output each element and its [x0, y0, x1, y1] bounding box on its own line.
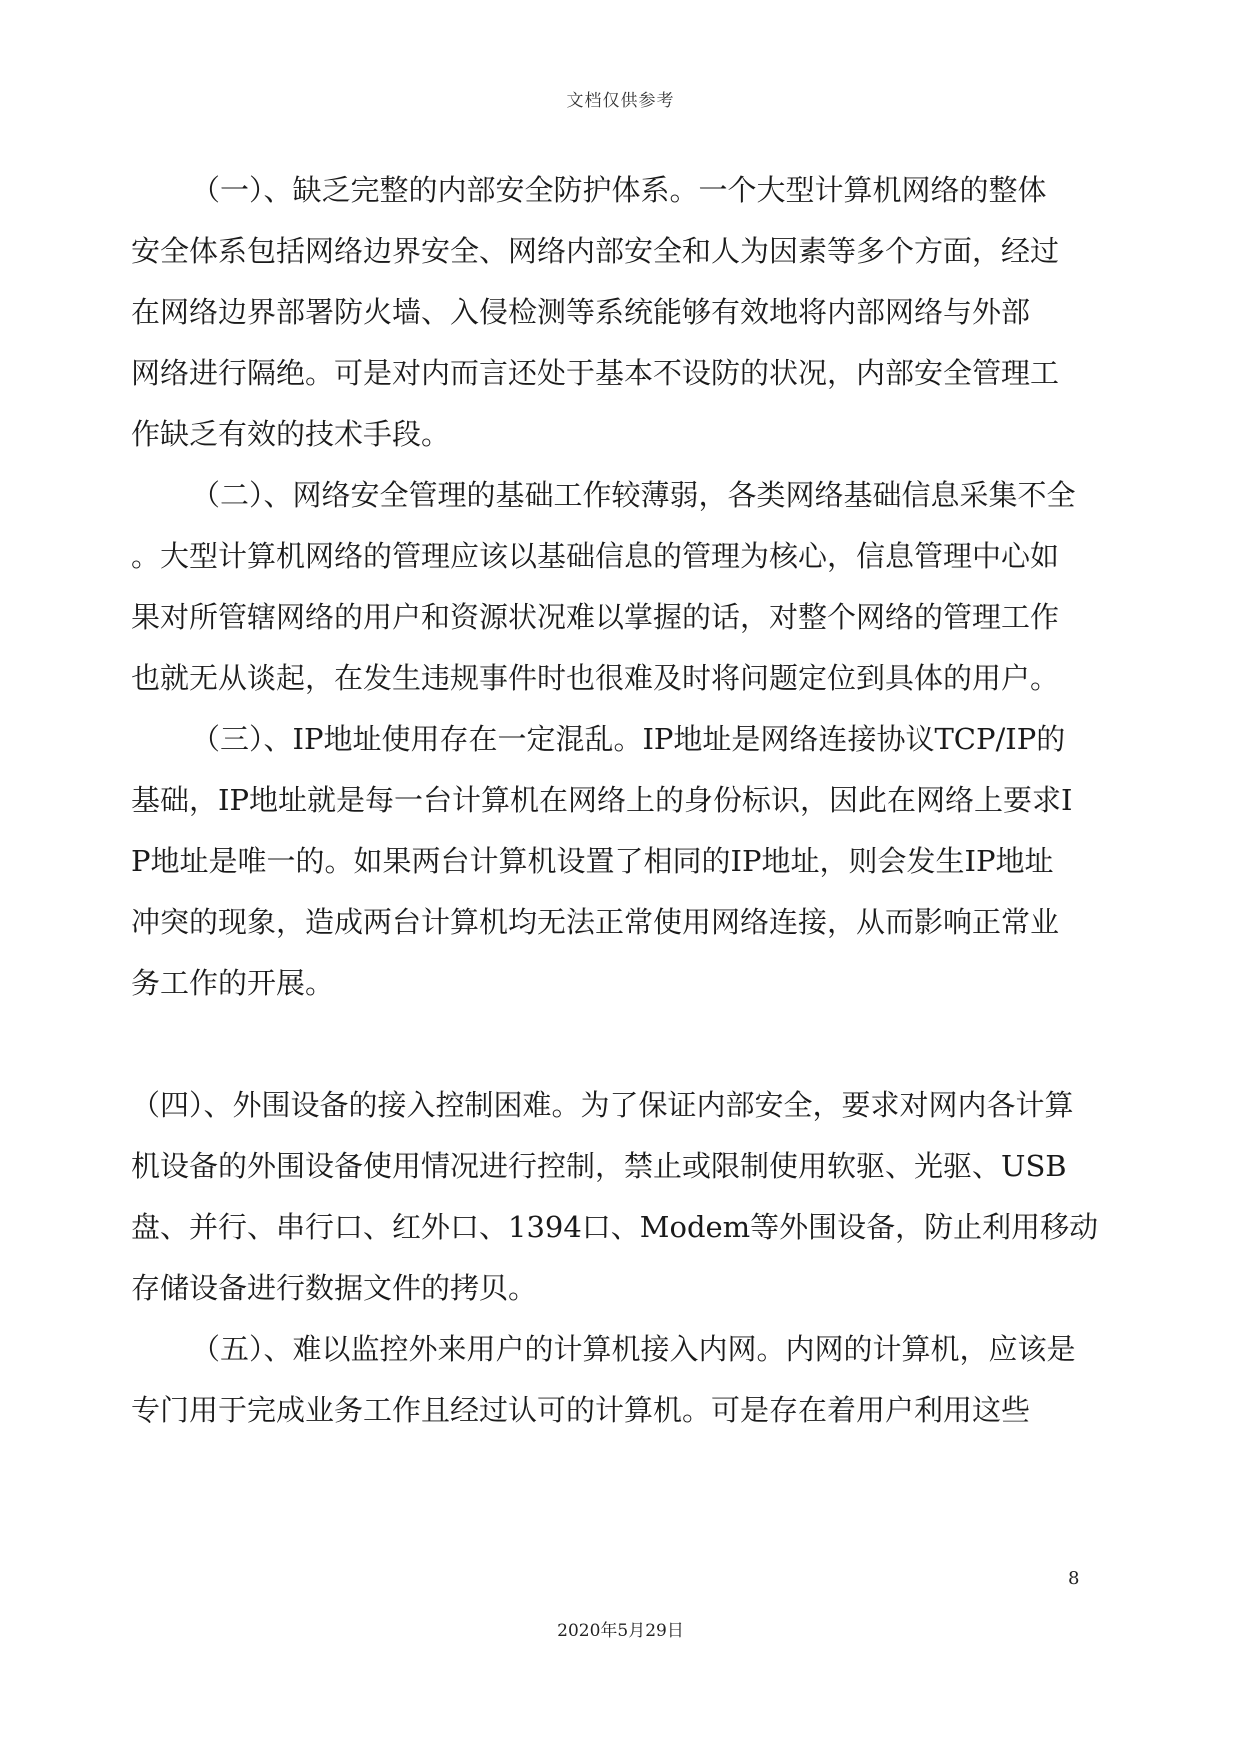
paragraph-5	[131, 1319, 1091, 1441]
text-line: （四）、外围设备的接入控制困难。为了保证内部安全，要求对网内各计算	[131, 1088, 1074, 1122]
text-line: 网络进行隔绝。可是对内而言还处于基本不设防的状况，内部安全管理工	[131, 356, 1060, 390]
paragraph-4	[131, 1075, 1099, 1319]
text-line: （五）、难以监控外来用户的计算机接入内网。内网的计算机，应该是	[191, 1332, 1076, 1366]
text-line: 在网络边界部署防火墙、入侵检测等系统能够有效地将内部网络与外部	[131, 295, 1031, 329]
text-line: 专门用于完成业务工作且经过认可的计算机。可是存在着用户利用这些	[131, 1393, 1031, 1427]
footer-date: 2020年5月29日	[557, 1621, 684, 1641]
text-line: （三）、IP地址使用存在一定混乱。IP地址是网络连接协议TCP/IP的	[191, 722, 1066, 756]
text-line: 存储设备进行数据文件的拷贝。	[131, 1271, 538, 1305]
text-line: 果对所管辖网络的用户和资源状况难以掌握的话，对整个网络的管理工作	[131, 600, 1060, 634]
text-line: P地址是唯一的。如果两台计算机设置了相同的IP地址，则会发生IP地址	[131, 844, 1054, 878]
paragraph-3	[131, 709, 1091, 1014]
document-header: 文档仅供参考	[566, 91, 675, 111]
text-line: 安全体系包括网络边界安全、网络内部安全和人为因素等多个方面，经过	[131, 234, 1060, 268]
text-line: 也就无从谈起，在发生违规事件时也很难及时将问题定位到具体的用户。	[131, 661, 1060, 695]
text-line: （二）、网络安全管理的基础工作较薄弱，各类网络基础信息采集不全	[191, 478, 1076, 512]
text-line: 作缺乏有效的技术手段。	[131, 417, 451, 451]
paragraph-1	[131, 160, 1091, 465]
text-line: （一）、缺乏完整的内部安全防护体系。一个大型计算机网络的整体	[191, 173, 1047, 207]
text-line: 机设备的外围设备使用情况进行控制，禁止或限制使用软驱、光驱、USB	[131, 1149, 1067, 1183]
document-body	[131, 160, 1099, 1441]
text-line: 务工作的开展。	[131, 966, 335, 1000]
text-line: 基础，IP地址就是每一台计算机在网络上的身份标识，因此在网络上要求I	[131, 783, 1073, 817]
text-line: 盘、并行、串行口、红外口、1394口、Modem等外围设备，防止利用移动	[131, 1210, 1099, 1244]
text-line: 。大型计算机网络的管理应该以基础信息的管理为核心，信息管理中心如	[131, 539, 1060, 573]
blank-line	[131, 1014, 1091, 1075]
paragraph-2	[131, 465, 1091, 709]
text-line: 冲突的现象，造成两台计算机均无法正常使用网络连接，从而影响正常业	[131, 905, 1060, 939]
page-number: 8	[1068, 1568, 1080, 1589]
